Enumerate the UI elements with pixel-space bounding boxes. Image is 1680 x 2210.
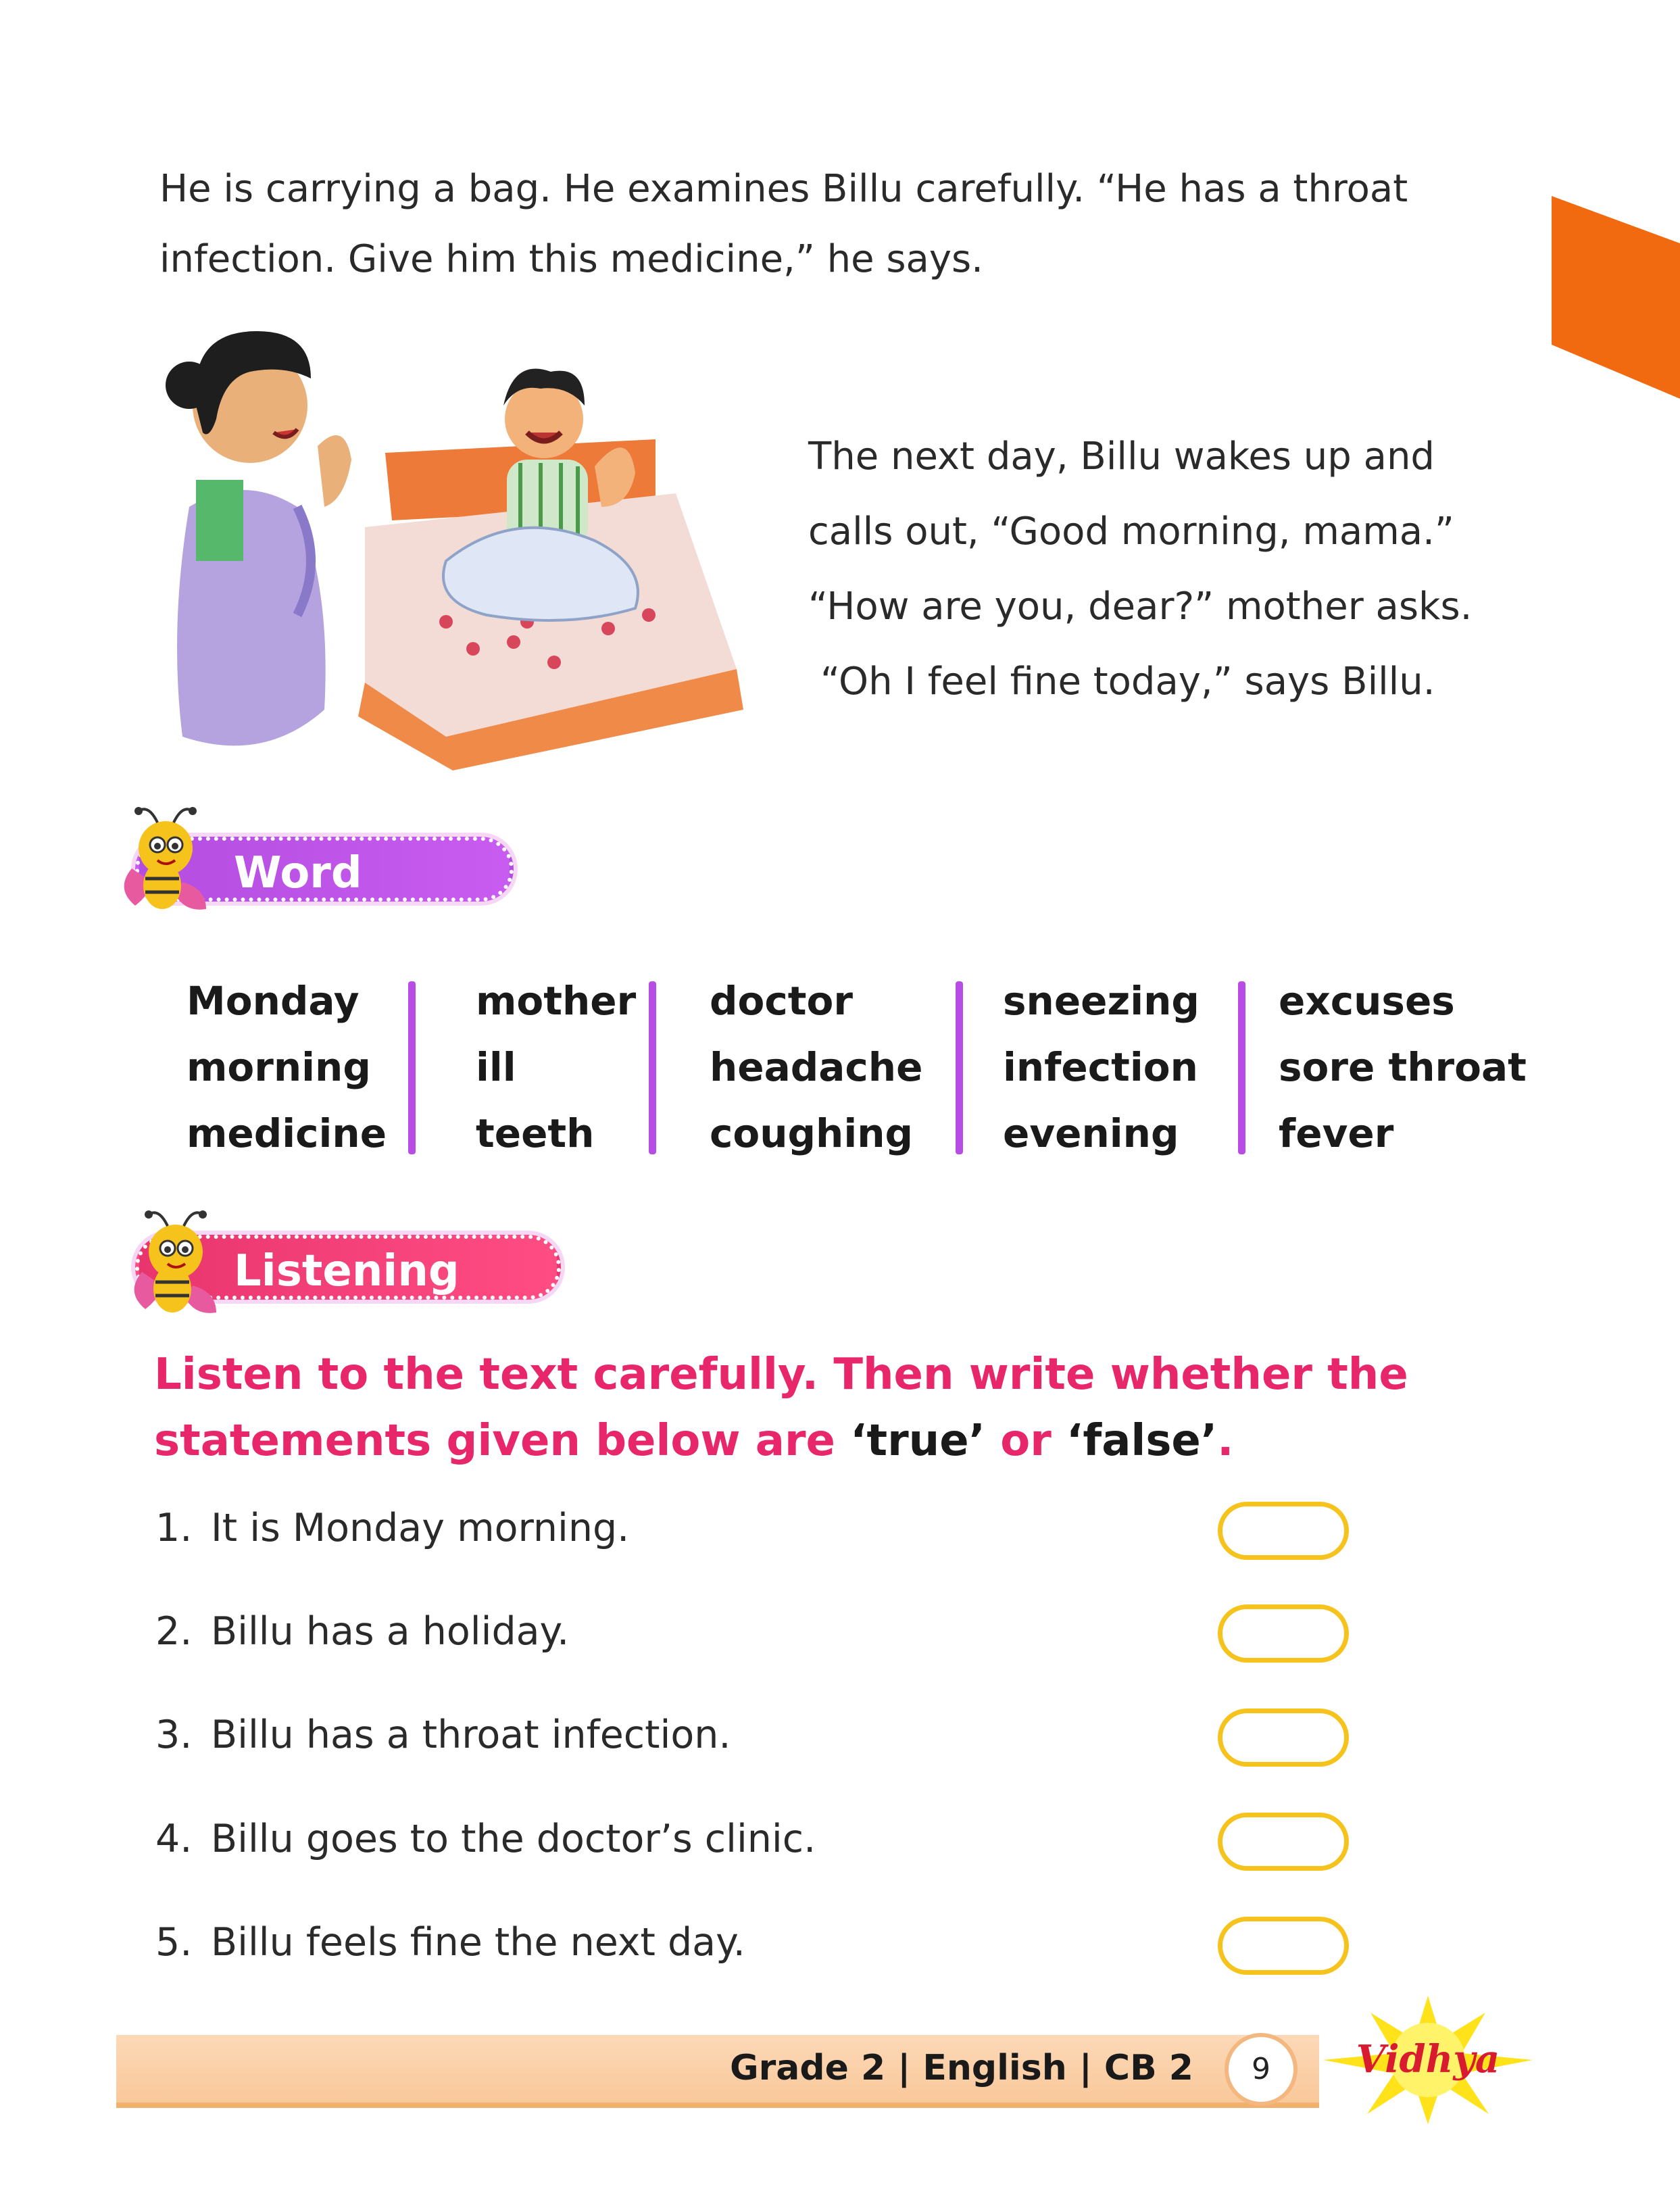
word: doctor (710, 978, 853, 1024)
word-power-heading: Word Power (135, 837, 514, 902)
story-paragraph-right (808, 419, 1585, 719)
word: medicine (187, 1110, 387, 1156)
question-text: Billu goes to the doctor’s clinic. (211, 1817, 816, 1861)
story-line: The next day, Billu wakes up and (808, 435, 1435, 478)
answer-box[interactable] (1218, 1502, 1349, 1560)
listening-skills-heading: Listening Skills (135, 1235, 561, 1300)
orange-page-tab (1552, 196, 1680, 399)
question-text: Billu has a holiday. (211, 1609, 570, 1654)
question-number: 1. (155, 1506, 193, 1550)
word-column (187, 968, 387, 1167)
word: evening (1003, 1110, 1179, 1156)
story-paragraph-top (159, 154, 1443, 295)
story-line: calls out, “Good morning, mama.” (808, 510, 1454, 554)
answer-box[interactable] (1218, 1917, 1349, 1975)
vidhya-logo (1316, 1992, 1539, 2128)
mother-and-billu-illustration (162, 304, 757, 770)
word: ill (476, 1044, 516, 1090)
answer-box[interactable] (1218, 1813, 1349, 1871)
footer-text: Grade 2 | English | CB 2 (729, 2048, 1193, 2088)
instruction-false: ‘false’ (1066, 1416, 1218, 1466)
word: morning (187, 1044, 371, 1090)
word: Monday (187, 978, 360, 1024)
instruction-text: Listen to the text carefully. Then write whether the statements given below are (154, 1350, 1408, 1466)
word: fever (1279, 1110, 1394, 1156)
word: sneezing (1003, 978, 1200, 1024)
column-divider (649, 981, 656, 1154)
bee-mascot-icon (118, 801, 220, 916)
bee-mascot-icon (128, 1204, 230, 1319)
question-text: Billu feels fine the next day. (211, 1920, 745, 1965)
svg-text:Vidhya: Vidhya (1356, 2037, 1500, 2082)
question-number: 5. (155, 1920, 193, 1965)
question-number: 2. (155, 1609, 193, 1654)
page-number: 9 (1225, 2033, 1298, 2106)
word-column (710, 968, 922, 1167)
instruction-or: or (985, 1416, 1067, 1466)
question-text: It is Monday morning. (211, 1506, 630, 1550)
question-item (155, 1920, 745, 1965)
question-number: 3. (155, 1713, 193, 1757)
word: headache (710, 1044, 923, 1090)
question-item (155, 1713, 731, 1757)
story-line: infection. Give him this medicine,” he says. (159, 237, 983, 281)
word: coughing (710, 1110, 914, 1156)
word-column (1279, 968, 1527, 1167)
word: sore throat (1279, 1044, 1527, 1090)
story-line: “Oh I feel fine today,” says Billu. (820, 660, 1435, 704)
column-divider (408, 981, 416, 1154)
column-divider (956, 981, 963, 1154)
question-item (155, 1609, 569, 1654)
word-column (1003, 968, 1200, 1167)
question-number: 4. (155, 1817, 193, 1861)
story-line: “How are you, dear?” mother asks. (808, 585, 1473, 629)
question-item (155, 1817, 816, 1861)
instruction-true: ‘true’ (850, 1416, 985, 1466)
word-column (476, 968, 636, 1167)
answer-box[interactable] (1218, 1709, 1349, 1767)
listening-instruction (154, 1342, 1539, 1474)
question-text: Billu has a throat infection. (211, 1713, 731, 1757)
word: teeth (476, 1110, 595, 1156)
story-line: He is carrying a bag. He examines Billu carefully. “He has a throat (159, 167, 1408, 211)
question-item (155, 1506, 629, 1550)
answer-box[interactable] (1218, 1604, 1349, 1663)
word: excuses (1279, 978, 1455, 1024)
column-divider (1238, 981, 1245, 1154)
word: mother (476, 978, 637, 1024)
instruction-end: . (1217, 1416, 1234, 1466)
word: infection (1003, 1044, 1198, 1090)
